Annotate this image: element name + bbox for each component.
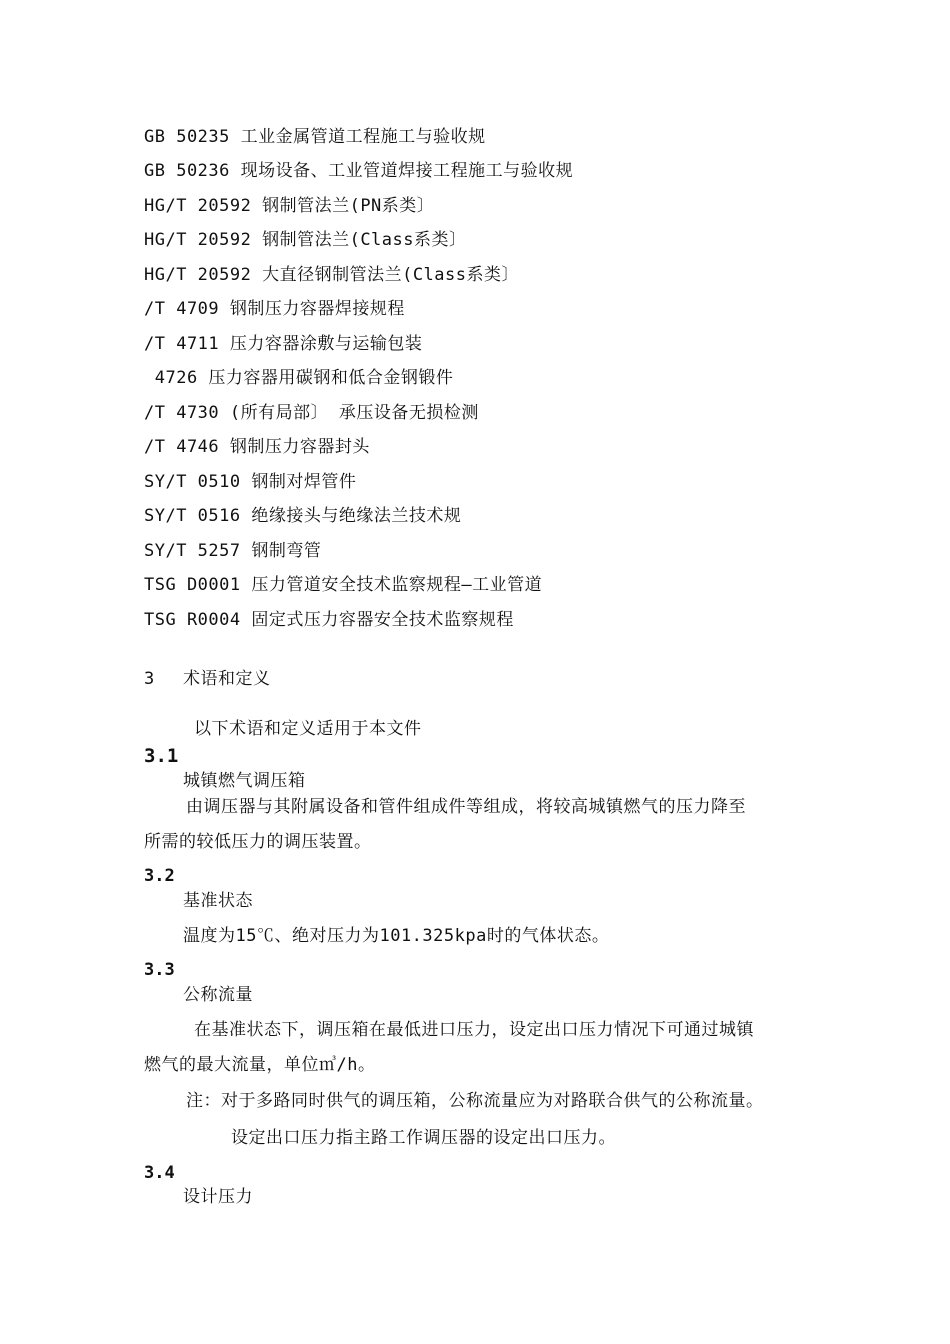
reference-item: TSG R0004 固定式压力容器安全技术监察规程	[144, 610, 514, 630]
section-number: 3	[144, 669, 155, 689]
term-note: 设定出口压力指主路工作调压器的设定出口压力。	[231, 1128, 616, 1148]
reference-item: GB 50236 现场设备、工业管道焊接工程施工与验收规	[144, 161, 574, 181]
reference-item: TSG D0001 压力管道安全技术监察规程—工业管道	[144, 575, 543, 595]
term-number: 3.2	[144, 866, 175, 886]
reference-item: /T 4730 (所有局部〕 承压设备无损检测	[144, 403, 479, 423]
term-name: 设计压力	[183, 1187, 253, 1207]
term-definition: 温度为15℃、绝对压力为101.325kpa时的气体状态。	[183, 926, 610, 946]
term-definition: 由调压器与其附属设备和管件组成件等组成，将较高城镇燃气的压力降至	[186, 797, 746, 817]
reference-item: GB 50235 工业金属管道工程施工与验收规	[144, 127, 486, 147]
reference-item: SY/T 5257 钢制弯管	[144, 541, 322, 561]
reference-item: 4726 压力容器用碳钢和低合金钢锻件	[144, 368, 454, 388]
reference-item: SY/T 0510 钢制对焊管件	[144, 472, 357, 492]
reference-item: /T 4709 钢制压力容器焊接规程	[144, 299, 405, 319]
term-number: 3.4	[144, 1163, 175, 1183]
term-name: 公称流量	[183, 985, 253, 1005]
reference-item: /T 4746 钢制压力容器封头	[144, 437, 370, 457]
reference-item: HG/T 20592 大直径钢制管法兰(Class系类〕	[144, 265, 519, 285]
term-name: 基准状态	[183, 891, 253, 911]
reference-item: HG/T 20592 钢制管法兰(PN系类〕	[144, 196, 435, 216]
term-definition: 在基准状态下，调压箱在最低进口压力，设定出口压力情况下可通过城镇	[194, 1020, 754, 1040]
term-number: 3.1	[144, 745, 179, 767]
reference-item: HG/T 20592 钢制管法兰(Class系类〕	[144, 230, 467, 250]
section-intro: 以下术语和定义适用于本文件	[194, 719, 422, 739]
term-name: 城镇燃气调压箱	[183, 771, 306, 791]
section-title: 术语和定义	[183, 669, 271, 689]
reference-item: SY/T 0516 绝缘接头与绝缘法兰技术规	[144, 506, 462, 526]
term-number: 3.3	[144, 960, 175, 980]
reference-item: /T 4711 压力容器涂敷与运输包装	[144, 334, 423, 354]
term-definition: 所需的较低压力的调压装置。	[144, 832, 372, 852]
term-note: 注：对于多路同时供气的调压箱，公称流量应为对路联合供气的公称流量。	[186, 1091, 764, 1111]
term-definition: 燃气的最大流量，单位㎥/h。	[144, 1055, 376, 1075]
